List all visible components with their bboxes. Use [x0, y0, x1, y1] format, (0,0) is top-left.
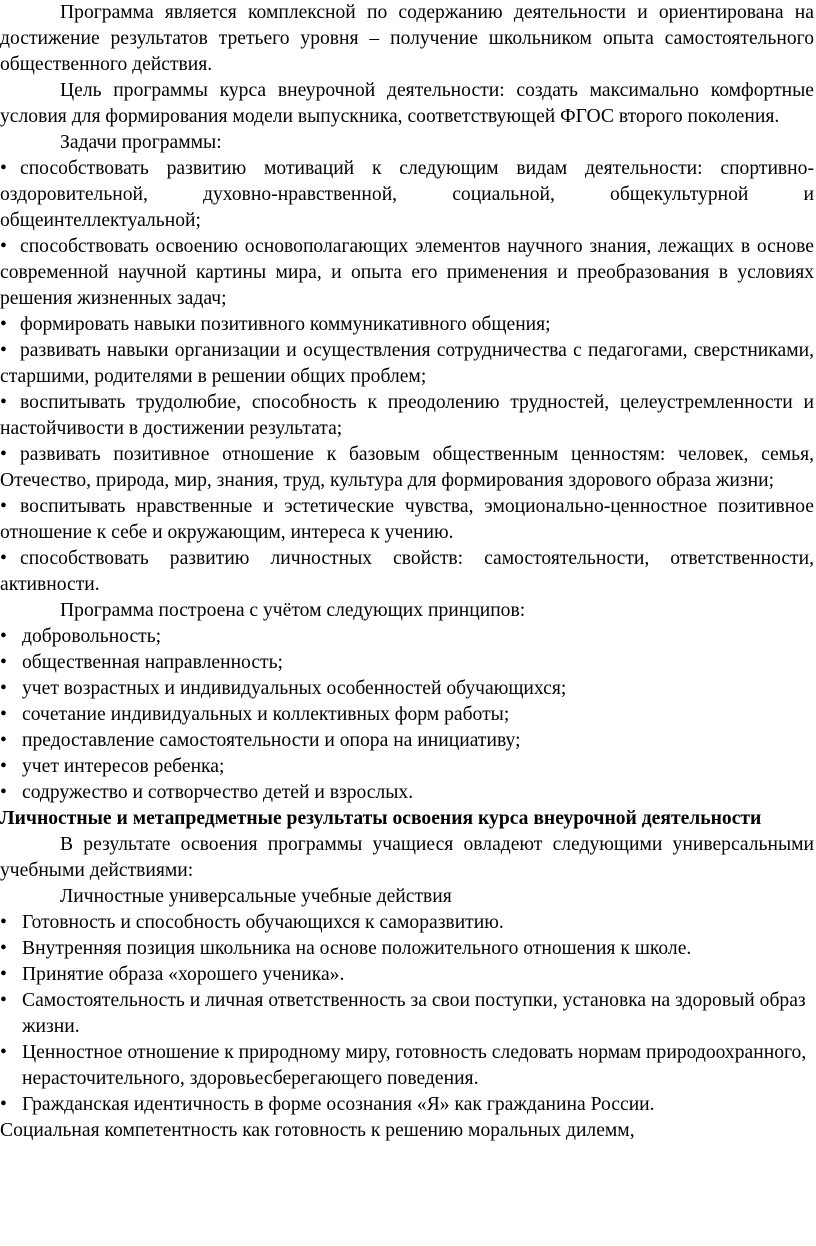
- list-item: • Принятие образа «хорошего ученика».: [0, 962, 814, 988]
- bullet-icon: •: [0, 626, 7, 647]
- bullet-icon: •: [0, 730, 7, 751]
- bullet-icon: •: [0, 548, 7, 569]
- bullet-icon: •: [0, 496, 7, 517]
- personal-uud-list: [0, 910, 814, 1118]
- list-item: • способствовать развитию мотиваций к следующим видам деятельности: спортивно-оздоровительной, духовно-нравственной, социальной, общекультурной и общеинтеллектуальной;: [0, 158, 814, 231]
- principles-list: [0, 624, 814, 806]
- closing-line: Социальная компетентность как готовность к решению моральных дилемм,: [0, 1120, 635, 1141]
- list-item: • воспитывать нравственные и эстетические чувства, эмоционально-ценностное позитивное отношение к себе и окружающим, интереса к учению.: [0, 496, 814, 543]
- bullet-icon: •: [0, 782, 7, 803]
- bullet-icon: •: [0, 340, 7, 361]
- tasks-list: [0, 156, 814, 598]
- bullet-icon: •: [0, 912, 7, 933]
- list-item: • сочетание индивидуальных и коллективных форм работы;: [0, 702, 814, 728]
- list-item: • способствовать развитию личностных свойств: самостоятельности, ответственности, активности.: [0, 548, 814, 595]
- list-item: • учет интересов ребенка;: [0, 754, 814, 780]
- list-item: • развивать позитивное отношение к базовым общественным ценностям: человек, семья, Отечество, природа, мир, знания, труд, культура для формирования здорового образа жизни;: [0, 444, 814, 491]
- bullet-icon: •: [0, 678, 7, 699]
- tasks-title: Задачи программы:: [60, 132, 222, 153]
- bullet-icon: •: [0, 158, 7, 179]
- list-item: • формировать навыки позитивного коммуникативного общения;: [0, 312, 814, 338]
- bullet-icon: •: [0, 314, 7, 335]
- bullet-icon: •: [0, 1094, 7, 1115]
- intro-paragraph-2: Цель программы курса внеурочной деятельности: создать максимально комфортные условия для формирования модели выпускника, соответствующей ФГОС второго поколения.: [0, 80, 814, 127]
- bullet-icon: •: [0, 652, 7, 673]
- list-item: • Гражданская идентичность в форме осознания «Я» как гражданина России.: [0, 1092, 814, 1118]
- list-item: • Готовность и способность обучающихся к саморазвитию.: [0, 910, 814, 936]
- bullet-icon: •: [0, 444, 7, 465]
- list-item: • учет возрастных и индивидуальных особенностей обучающихся;: [0, 676, 814, 702]
- list-item: • общественная направленность;: [0, 650, 814, 676]
- bullet-icon: •: [0, 392, 7, 413]
- list-item: • Самостоятельность и личная ответственность за свои поступки, установка на здоровый образ жизни.: [0, 990, 806, 1037]
- list-item: • предоставление самостоятельности и опора на инициативу;: [0, 728, 814, 754]
- list-item: • Ценностное отношение к природному миру, готовность следовать нормам природоохранного, нерасточительного, здоровьесберегающего поведения.: [0, 1042, 807, 1089]
- list-item: • добровольность;: [0, 624, 814, 650]
- list-item: • развивать навыки организации и осуществления сотрудничества с педагогами, сверстниками, старшими, родителями в решении общих проблем;: [0, 340, 814, 387]
- results-heading: Личностные и метапредметные результаты освоения курса внеурочной деятельности: [0, 808, 762, 829]
- bullet-icon: •: [0, 704, 7, 725]
- bullet-icon: •: [0, 236, 7, 257]
- personal-uud-title: Личностные универсальные учебные действия: [60, 886, 452, 907]
- list-item: • способствовать освоению основополагающих элементов научного знания, лежащих в основе современной научной картины мира, и опыта его применения и преобразования в условиях решения жизненных задач;: [0, 236, 814, 309]
- bullet-icon: •: [0, 964, 7, 985]
- list-item: • воспитывать трудолюбие, способность к преодолению трудностей, целеустремленности и настойчивости в достижении результата;: [0, 392, 814, 439]
- results-intro: В результате освоения программы учащиеся овладеют следующими универсальными учебными действиями:: [0, 834, 814, 881]
- intro-paragraph-1: Программа является комплексной по содержанию деятельности и ориентирована на достижение результатов третьего уровня – получение школьником опыта самостоятельного общественного действия.: [0, 2, 814, 75]
- list-item: • содружество и сотворчество детей и взрослых.: [0, 780, 814, 806]
- bullet-icon: •: [0, 1042, 7, 1063]
- principles-title: Программа построена с учётом следующих принципов:: [60, 600, 526, 621]
- bullet-icon: •: [0, 938, 7, 959]
- list-item: • Внутренняя позиция школьника на основе положительного отношения к школе.: [0, 936, 814, 962]
- bullet-icon: •: [0, 756, 7, 777]
- bullet-icon: •: [0, 990, 7, 1011]
